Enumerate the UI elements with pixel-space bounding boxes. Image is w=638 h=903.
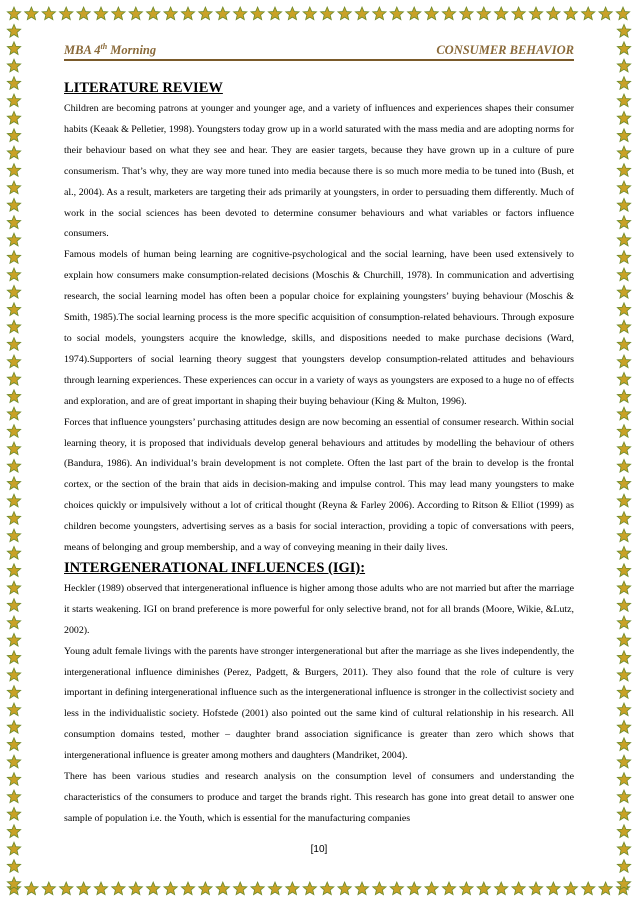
border-star-icon [7,303,20,316]
border-star-icon [216,7,229,20]
border-star-icon [617,94,630,107]
border-star-icon [7,355,20,368]
border-star-icon [425,882,438,895]
border-star-icon [617,738,630,751]
border-star-icon [617,303,630,316]
border-star-icon [355,882,368,895]
paragraph: Famous models of human being learning are cognitive-psychological and the social learning, have been used extensively to explain how consumers make consumption-related decisions (Moschis & Churchill, 1978). In communication and advertising research, the social learning model has often been a popular choice for explaining youngsters’ buying behaviour (Moschis & Smith, 1985).The social learning process is the more specific acquisition of consumption-related behaviours. Through exposure to social models, youngsters acquire the knowledge, skills, and dispositions needed to make purchase decisions (Ward, 1974).Supporters of social learning theory suggest that youngsters develop consumption-related attitudes and behaviours through learning experiences. These experiences can occur in a variety of ways as youngsters are exposed to a huge no of effects and exploration, and are of great important in shaping their buying behaviour (King & Multon, 1996). [64,249,574,407]
border-star-icon [303,882,316,895]
border-star-icon [564,7,577,20]
border-star-icon [216,882,229,895]
border-star-icon [7,842,20,855]
border-star-icon [286,882,299,895]
border-star-icon [7,616,20,629]
border-star-icon [564,882,577,895]
border-star-icon [77,882,90,895]
border-star-icon [25,882,38,895]
section-heading-literature-review: LITERATURE REVIEW [64,80,223,96]
border-star-icon [268,882,281,895]
border-star-icon [7,198,20,211]
border-star-icon [7,42,20,55]
border-star-icon [7,233,20,246]
border-star-icon [164,882,177,895]
border-star-icon [617,494,630,507]
border-star-icon [234,882,247,895]
border-star-icon [199,882,212,895]
border-star-icon [512,7,525,20]
border-star-icon [616,882,629,895]
border-star-icon [7,512,20,525]
border-star-icon [617,285,630,298]
header-course: MBA 4th Morning [64,41,157,57]
border-star-icon [599,882,612,895]
border-star-icon [617,773,630,786]
border-star-icon [251,7,264,20]
border-star-icon [7,773,20,786]
paragraph: Young adult female livings with the parents have stronger intergenerational but after the marriage as she lives independently, the intergenerational influence diminishes (Perez, Padgett, & Burgers, 2011). They also found that the role of culture is very important in defining intergenerational influence such as the intergenerational influence is stronger in the collectivist society and less in the individualistic society. Hofstede (2001) also pointed out the same kind of cultural relationship in his research. All consumption domains tested, mother – daughter brand association significance is greater than zero which shows that intergenerational influence is greater among mothers and daughters (Mandriket, 2004). [64,645,574,762]
border-star-icon [617,599,630,612]
border-star-icon [7,268,20,281]
border-star-icon [617,181,630,194]
border-star-icon [7,111,20,124]
border-star-icon [7,94,20,107]
border-star-icon [129,7,142,20]
border-star-icon [599,7,612,20]
border-star-icon [7,77,20,90]
border-star-icon [617,616,630,629]
border-star-icon [460,7,473,20]
border-star-icon [617,529,630,542]
border-star-icon [617,320,630,333]
border-star-icon [617,146,630,159]
border-star-icon [617,512,630,525]
border-star-icon [7,216,20,229]
border-star-icon [617,442,630,455]
border-star-icon [338,882,351,895]
border-star-icon [147,882,160,895]
border-star-icon [7,24,20,37]
border-star-icon [617,860,630,873]
border-star-icon [7,825,20,838]
border-star-icon [7,790,20,803]
border-star-icon [129,882,142,895]
border-star-icon [7,546,20,559]
border-star-icon [442,882,455,895]
border-star-icon [617,372,630,385]
border-star-icon [529,7,542,20]
border-star-icon [529,882,542,895]
border-star-icon [199,7,212,20]
border-star-icon [617,425,630,438]
border-star-icon [617,216,630,229]
paragraph: Heckler (1989) observed that intergenerational influence is higher among those adults who are not married but after the marriage it starts weakening. IGI on brand preference is more powerful for only selective brand, not for all brands (Moore, Wikie, &Lutz, 2002). [64,582,574,636]
border-star-icon [7,59,20,72]
border-star-icon [60,7,73,20]
border-star-icon [617,877,630,890]
border-star-icon [7,251,20,264]
border-star-icon [617,268,630,281]
border-star-icon [7,738,20,751]
border-star-icon [251,882,264,895]
border-star-icon [408,882,421,895]
border-star-icon [582,7,595,20]
border-star-icon [303,7,316,20]
border-star-icon [495,882,508,895]
border-star-icon [477,882,490,895]
border-star-icon [286,7,299,20]
border-star-icon [181,882,194,895]
border-star-icon [25,7,38,20]
border-star-icon [617,251,630,264]
border-star-icon [617,24,630,37]
border-star-icon [7,146,20,159]
border-star-icon [617,198,630,211]
border-star-icon [617,233,630,246]
border-star-icon [321,7,334,20]
border-star-icon [164,7,177,20]
border-star-icon [373,882,386,895]
border-star-icon [7,7,20,20]
border-star-icon [60,882,73,895]
border-star-icon [7,599,20,612]
border-star-icon [7,651,20,664]
border-star-icon [617,390,630,403]
border-star-icon [7,882,20,895]
border-star-icon [7,703,20,716]
border-star-icon [617,703,630,716]
border-star-icon [617,459,630,472]
border-star-icon [617,477,630,490]
border-star-icon [7,564,20,577]
border-star-icon [617,546,630,559]
border-star-icon [147,7,160,20]
border-star-icon [617,338,630,351]
border-star-icon [617,42,630,55]
border-star-icon [617,720,630,733]
border-star-icon [617,111,630,124]
paragraph: Forces that influence youngsters’ purchasing attitudes design are now becoming an essential of consumer research. Within social learning theory, it is proposed that individuals develop general behaviours and attitudes by modelling the behaviour of others (Bandura, 1986). An individual’s brain development is not complete. Often the last part of the brain to develop is the frontal cortex, or the section of the brain that aids in decision-making and impulse control. This may lead many youngsters to make choices quickly or impulsively without a lot of critical thought (Reyna & Farley 2006). According to Ritson & Elliot (1999) as children become youngsters, advertising serves as a basis for social interaction, providing a topic of conversations with peers, means of belonging and group membership, and a way of conveying meaning in their daily lives. [64,416,574,554]
border-star-icon [547,7,560,20]
border-star-icon [442,7,455,20]
border-star-icon [7,285,20,298]
border-star-icon [617,77,630,90]
border-star-icon [7,807,20,820]
border-star-icon [617,564,630,577]
border-star-icon [495,7,508,20]
border-star-icon [7,755,20,768]
border-star-icon [617,668,630,681]
border-star-icon [181,7,194,20]
border-star-icon [42,7,55,20]
border-star-icon [617,129,630,142]
border-star-icon [547,882,560,895]
border-star-icon [7,477,20,490]
border-star-icon [321,882,334,895]
border-star-icon [7,129,20,142]
border-star-icon [7,390,20,403]
border-star-icon [7,164,20,177]
border-star-icon [355,7,368,20]
border-star-icon [582,882,595,895]
border-star-icon [7,668,20,681]
border-star-icon [7,529,20,542]
border-star-icon [7,633,20,646]
border-star-icon [7,425,20,438]
page-number: [10] [310,844,328,855]
border-star-icon [617,755,630,768]
border-star-icon [112,7,125,20]
border-star-icon [7,320,20,333]
border-star-icon [7,860,20,873]
border-star-icon [7,459,20,472]
border-star-icon [7,494,20,507]
border-star-icon [234,7,247,20]
border-star-icon [477,7,490,20]
border-star-icon [112,882,125,895]
border-star-icon [7,338,20,351]
border-star-icon [617,164,630,177]
border-star-icon [408,7,421,20]
border-star-icon [617,59,630,72]
border-star-icon [7,686,20,699]
document-body [64,79,574,830]
border-star-icon [617,633,630,646]
paragraph: Children are becoming patrons at younger and younger age, and a variety of influences and experiences shapes their consumer habits (Keaak & Pelletier, 1998). Youngsters today grow up in a world saturated with the mass media and are adopting norms for their behaviour based on what they see and hear. They are easier targets, because they have grown up in a culture of pure consumerism. That’s why, they are way more tuned into media because there is so much more media to be tuned into (Bush, et al., 2004). As a result, marketers are targeting their ads primarily at youngsters, in order to persuading them differently. Much of work in the social sciences has been devoted to determine consumer behaviours and what variables or factors influence consumers. [64,103,574,240]
border-star-icon [338,7,351,20]
border-star-icon [617,651,630,664]
border-star-icon [7,407,20,420]
border-star-icon [617,842,630,855]
border-star-icon [512,882,525,895]
border-star-icon [617,825,630,838]
border-star-icon [7,720,20,733]
border-star-icon [390,7,403,20]
border-star-icon [460,882,473,895]
border-star-icon [617,790,630,803]
border-star-icon [7,877,20,890]
border-star-icon [390,882,403,895]
border-star-icon [7,581,20,594]
border-star-icon [617,355,630,368]
border-star-icon [617,686,630,699]
border-star-icon [373,7,386,20]
border-star-icon [617,581,630,594]
border-star-icon [268,7,281,20]
border-star-icon [94,7,107,20]
paragraph: There has been various studies and research analysis on the consumption level of consumers and understanding the characteristics of the consumers to produce and target the brands right. This research has gone into great detail to answer one sample of population i.e. the Youth, which is essential for the manufacturing companies [64,771,574,824]
border-star-icon [7,372,20,385]
border-star-icon [42,882,55,895]
header-subject: CONSUMER BEHAVIOR [436,43,574,57]
border-star-icon [617,807,630,820]
border-star-icon [77,7,90,20]
border-star-icon [617,407,630,420]
border-star-icon [7,181,20,194]
border-star-icon [7,442,20,455]
border-star-icon [425,7,438,20]
section-heading-igi: INTERGENERATIONAL INFLUENCES (IGI): [64,559,366,576]
border-star-icon [94,882,107,895]
document-page [64,36,574,866]
border-star-icon [616,7,629,20]
running-header [64,36,574,61]
